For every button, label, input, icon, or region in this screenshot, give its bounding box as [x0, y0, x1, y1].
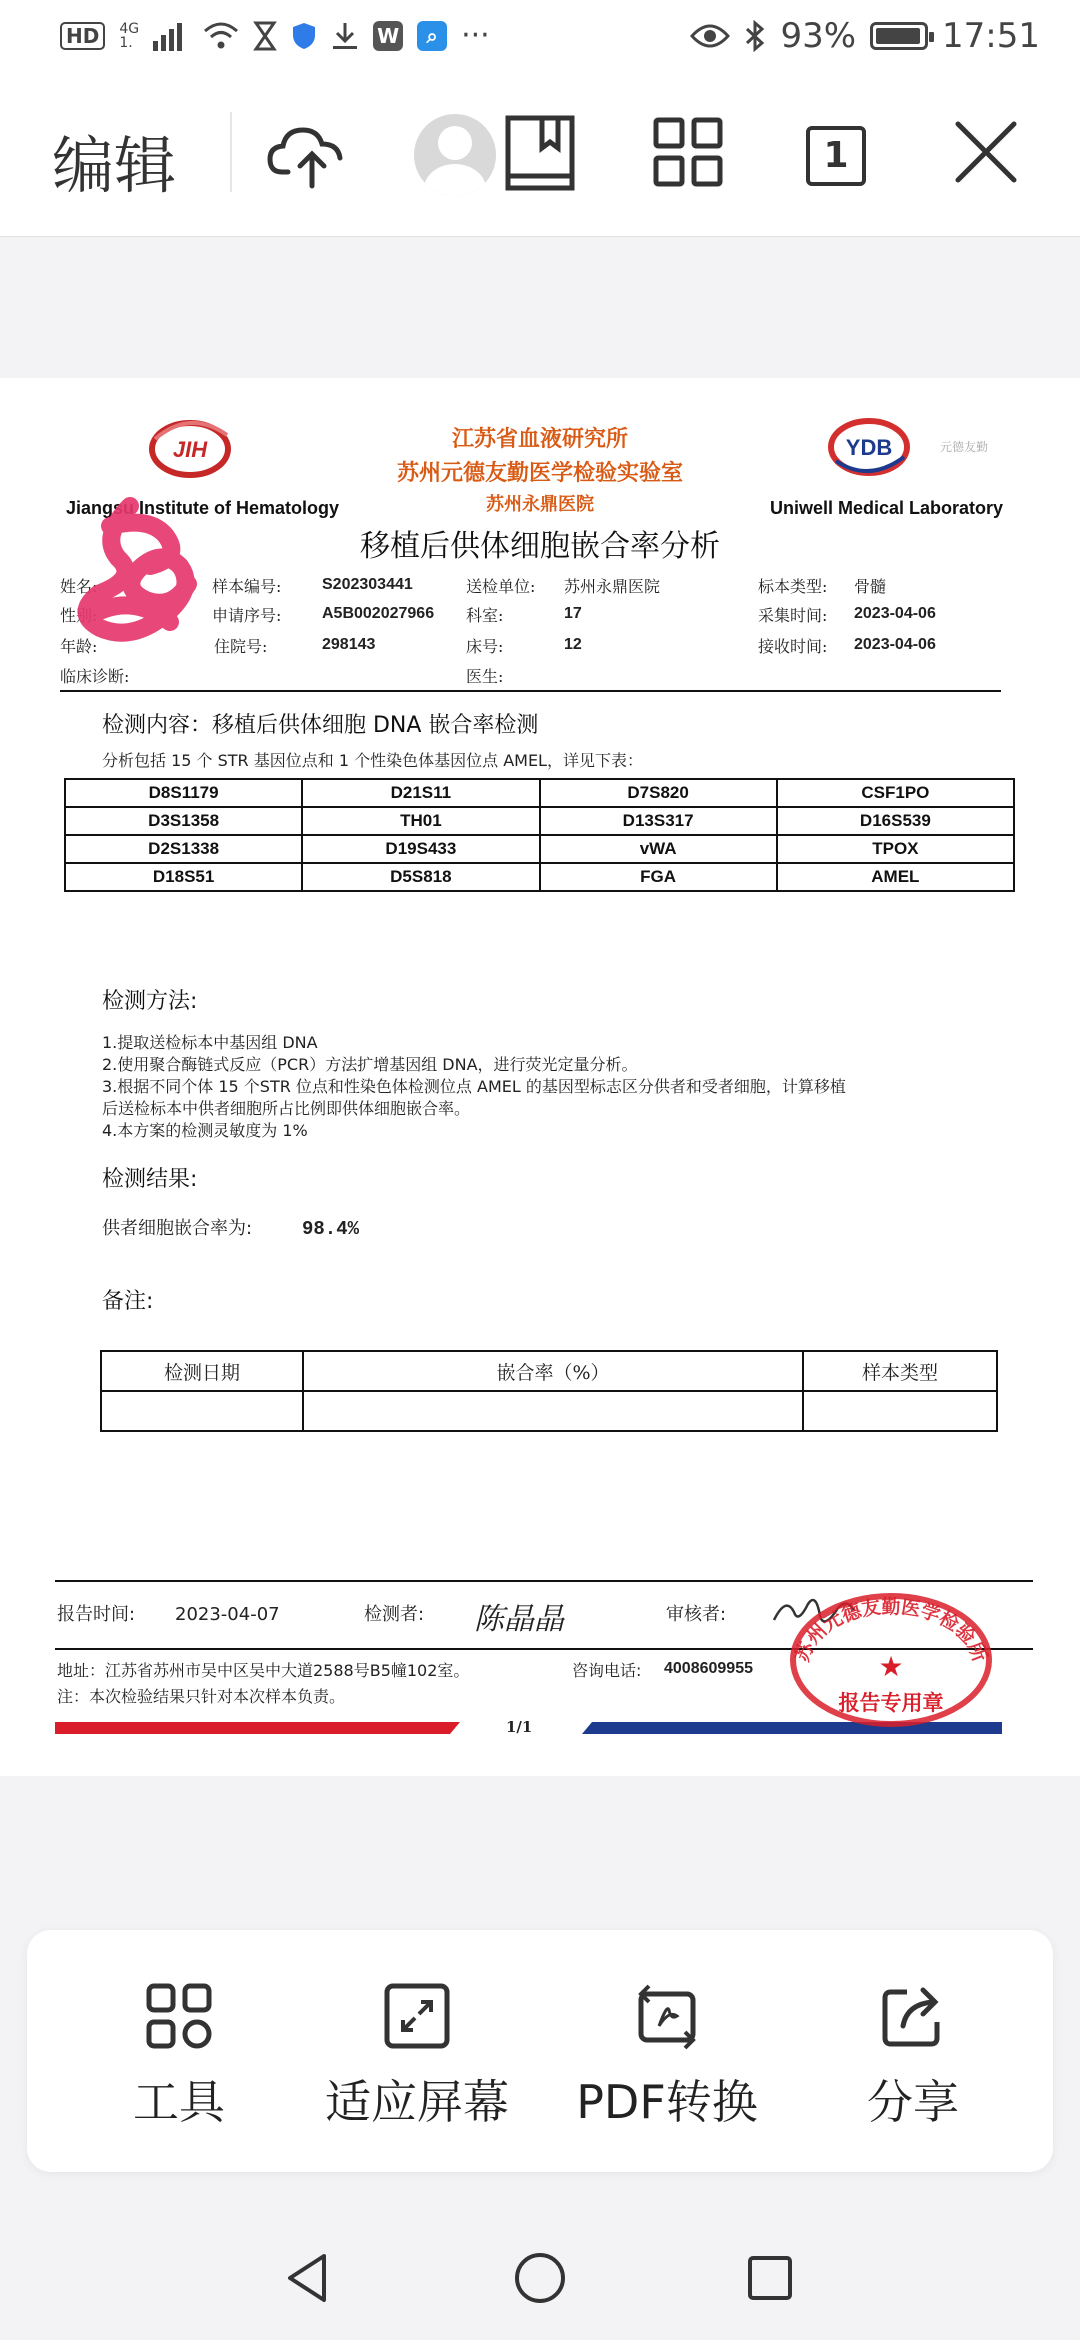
collect-label: 采集时间: [758, 606, 828, 625]
locus-cell: TPOX [777, 835, 1014, 863]
loci-row [65, 835, 1014, 863]
unit-label: 送检单位: [466, 577, 536, 596]
ydb-logo-text: YDB [845, 435, 893, 460]
method-item-3: 3.根据不同个体 15 个STR 位点和性染色体检测位点 AMEL 的基因型标志区分供者和受者细胞，计算移植 [102, 1077, 846, 1096]
institute-en-right: Uniwell Medical Laboratory [770, 498, 1004, 518]
remark-title: 备注: [102, 1289, 154, 1314]
collect-value: 2023-04-06 [854, 605, 936, 622]
document-title: 移植后供体细胞嵌合率分析 [360, 529, 720, 564]
result-title: 检测结果: [102, 1167, 198, 1192]
stamp-top-text: 苏州元德友勤医学检验所 [791, 1596, 991, 1665]
locus-cell: D2S1338 [65, 835, 302, 863]
battery-percent: 93% [780, 16, 857, 56]
method-item-3-cont: 后送检标本中供者细胞所占比例即供体细胞嵌合率。 [102, 1099, 471, 1118]
sample-no-label: 样本编号: [212, 577, 282, 596]
tools-grid-icon [143, 1980, 215, 2052]
more-notifications: ··· [461, 18, 490, 53]
inpatient-label: 住院号: [214, 637, 268, 656]
apply-no-label: 申请序号: [212, 606, 282, 625]
hd-indicator: HD [60, 22, 105, 50]
shield-icon [291, 21, 317, 51]
sample-no-value: S202303441 [322, 576, 413, 593]
institute-cn-line2: 苏州元德友勤医学检验实验室 [396, 461, 683, 486]
locus-cell: FGA [540, 863, 777, 891]
sample-type-value: 骨髓 [854, 577, 887, 596]
loci-table [64, 778, 1015, 892]
search-app-icon: ⌕ [417, 21, 447, 51]
reviewer-label: 审核者: [666, 1604, 727, 1625]
receive-label: 接收时间: [758, 637, 828, 656]
phone-value: 4008609955 [664, 1660, 753, 1677]
loci-row [65, 863, 1014, 891]
institute-cn-line3: 苏州永鼎医院 [486, 494, 594, 515]
pdf-convert-button[interactable] [547, 1980, 787, 2132]
status-bar [0, 0, 1080, 72]
fit-screen-label: 适应屏幕 [325, 2075, 509, 2129]
header-divider [60, 690, 1001, 692]
system-nav-bar [0, 2220, 1080, 2340]
jih-logo-text: JIH [172, 437, 208, 462]
official-stamp [786, 1590, 996, 1730]
eye-icon [690, 22, 730, 50]
remark-header-date: 检测日期 [101, 1351, 303, 1391]
locus-cell: D19S433 [302, 835, 539, 863]
locus-cell: D13S317 [540, 807, 777, 835]
edit-button[interactable]: 编辑 [52, 129, 177, 202]
method-item-1: 1.提取送检标本中基因组 DNA [102, 1033, 318, 1052]
wifi-icon [203, 21, 239, 51]
phone-label: 咨询电话: [572, 1661, 642, 1680]
home-circle-icon[interactable] [510, 2248, 570, 2308]
stamp-star-icon: ★ [878, 1650, 904, 1683]
sample-type-label: 标本类型: [758, 577, 828, 596]
bluetooth-icon [744, 20, 766, 52]
method-item-2: 2.使用聚合酶链式反应（PCR）方法扩增基因组 DNA，进行荧光定量分析。 [102, 1055, 638, 1074]
tools-button[interactable] [59, 1980, 299, 2132]
footer-divider-top [55, 1580, 1033, 1582]
bed-label: 床号: [466, 637, 504, 656]
dept-label: 科室: [466, 606, 504, 625]
redaction-scribble [70, 496, 220, 646]
network-type: 4G 1. [119, 20, 140, 51]
pdf-convert-icon [631, 1980, 703, 2052]
locus-cell: D21S11 [302, 779, 539, 807]
analysis-line: 分析包括 15 个 STR 基因位点和 1 个性染色体基因位点 AMEL，详见下表： [102, 751, 643, 770]
name-label: 姓名: [60, 577, 98, 596]
stamp-bottom-text: 报告专用章 [838, 1691, 944, 1715]
institute-cn-line1: 江苏省血液研究所 [451, 427, 628, 452]
method-title: 检测方法: [102, 989, 198, 1014]
top-toolbar [0, 72, 1080, 237]
loci-row [65, 779, 1014, 807]
bed-value: 12 [564, 636, 582, 653]
dept-value: 17 [564, 605, 582, 622]
pdf-convert-label: PDF转换 [576, 2075, 758, 2129]
report-time-value: 2023-04-07 [175, 1604, 280, 1625]
inpatient-value: 298143 [322, 636, 376, 653]
remark-header-rate: 嵌合率（%） [303, 1351, 803, 1391]
share-button[interactable] [793, 1980, 1033, 2132]
locus-cell: vWA [540, 835, 777, 863]
tester-label: 检测者: [364, 1604, 425, 1625]
share-icon [877, 1980, 949, 2052]
method-item-4: 4.本方案的检测灵敏度为 1% [102, 1121, 308, 1140]
doctor-label: 医生: [466, 667, 504, 686]
hourglass-icon [253, 21, 277, 51]
wps-app-icon: W [373, 21, 403, 51]
note: 注：本次检验结果只针对本次样本负责。 [57, 1687, 346, 1706]
locus-cell: D18S51 [65, 863, 302, 891]
user-avatar[interactable] [414, 114, 496, 196]
tester-signature: 陈晶晶 [474, 1602, 564, 1637]
page-number: 1/1 [506, 1718, 533, 1736]
locus-cell: D8S1179 [65, 779, 302, 807]
page-count-button[interactable]: 1 [806, 126, 866, 186]
result-label: 供者细胞嵌合率为: [102, 1218, 253, 1239]
tools-label: 工具 [133, 2075, 225, 2129]
close-icon[interactable] [946, 112, 1026, 192]
cloud-upload-icon[interactable] [266, 112, 346, 192]
clinical-label: 临床诊断: [60, 667, 130, 686]
share-label: 分享 [867, 2075, 959, 2129]
gender-label: 性别: [60, 606, 98, 625]
bookmark-book-icon[interactable] [500, 112, 580, 192]
locus-cell: CSF1PO [777, 779, 1014, 807]
remark-cell [803, 1391, 997, 1431]
result-value: 98.4% [302, 1218, 360, 1240]
locus-cell: AMEL [777, 863, 1014, 891]
bottom-action-sheet [27, 1930, 1053, 2172]
locus-cell: D16S539 [777, 807, 1014, 835]
loci-row [65, 807, 1014, 835]
toolbar-divider [230, 112, 232, 192]
unit-value: 苏州永鼎医院 [564, 577, 661, 596]
logo-small-text: 元德友勤 [940, 440, 989, 454]
locus-cell: D7S820 [540, 779, 777, 807]
receive-value: 2023-04-06 [854, 636, 936, 653]
thumbnail-grid-icon[interactable] [648, 112, 728, 192]
fit-screen-button[interactable] [297, 1980, 537, 2132]
locus-cell: D5S818 [302, 863, 539, 891]
content-title: 检测内容：移植后供体细胞 DNA 嵌合率检测 [102, 713, 539, 738]
signal-icon [153, 21, 189, 51]
remark-cell [303, 1391, 803, 1431]
fit-screen-icon [381, 1980, 453, 2052]
institute-en-left: Jiangsu Institute of Hematology [66, 498, 340, 518]
back-triangle-icon[interactable] [280, 2248, 340, 2308]
footer-red-bar [55, 1722, 460, 1734]
recents-square-icon[interactable] [740, 2248, 800, 2308]
clock: 17:51 [942, 16, 1040, 56]
remark-cell [101, 1391, 303, 1431]
locus-cell: D3S1358 [65, 807, 302, 835]
remark-header-type: 样本类型 [803, 1351, 997, 1391]
apply-no-value: A5B002027966 [322, 605, 435, 622]
pdf-page[interactable] [0, 378, 1080, 1776]
report-time-label: 报告时间: [57, 1604, 136, 1625]
remark-table [100, 1350, 998, 1432]
address: 地址：江苏省苏州市吴中区吴中大道2588号B5幢102室。 [57, 1661, 470, 1680]
download-icon [331, 21, 359, 51]
battery-icon [870, 22, 928, 50]
locus-cell: TH01 [302, 807, 539, 835]
age-label: 年龄: [60, 637, 98, 656]
